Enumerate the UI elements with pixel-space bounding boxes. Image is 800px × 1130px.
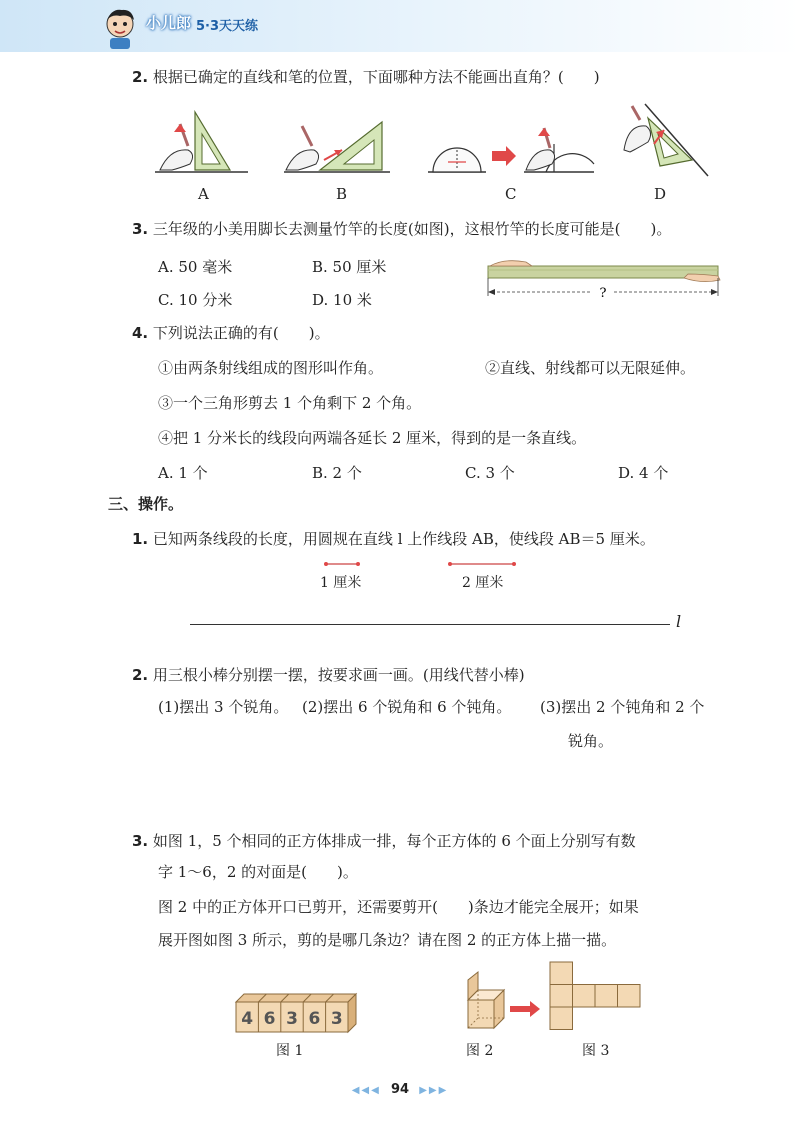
q4-line xyxy=(132,322,330,344)
q4-number: 4. xyxy=(132,324,149,342)
op1-line-label: l xyxy=(676,612,682,631)
brand-title: 小儿郎 xyxy=(146,14,192,32)
series-title: 5·3天天练 xyxy=(196,19,259,34)
q2-figure-b xyxy=(282,104,392,184)
q2-number: 2. xyxy=(132,68,149,86)
q4-statement-3: ③一个三角形剪去 1 个角剩下 2 个角。 xyxy=(158,394,422,412)
op1-line xyxy=(132,528,655,550)
op2-task-1: (1)摆出 3 个锐角。 xyxy=(158,698,289,716)
op1-segment-1-label: 1 厘米 xyxy=(320,575,362,591)
cube-face-1: 4 xyxy=(241,1009,254,1029)
section-3-title: 三、操作。 xyxy=(108,495,184,513)
figure-1-cubes xyxy=(232,992,358,1034)
op1-number: 1. xyxy=(132,530,149,548)
q4-option-c: C. 3 个 xyxy=(465,464,515,482)
q3-option-c: C. 10 分米 xyxy=(158,291,233,309)
q3-option-b: B. 50 厘米 xyxy=(312,258,387,276)
op3-number: 3. xyxy=(132,832,149,850)
q2-line xyxy=(132,66,600,88)
footer-left-arrows-icon: ◀◀◀ xyxy=(351,1085,381,1096)
q3-option-a: A. 50 毫米 xyxy=(158,258,233,276)
op1-segment-2-label: 2 厘米 xyxy=(462,575,504,591)
op1-text: 已知两条线段的长度，用圆规在直线 l 上作线段 AB，使线段 AB＝5 厘米。 xyxy=(152,530,655,548)
op3-text-4: 展开图如图 3 所示，剪的是哪几条边？请在图 2 的正方体上描一描。 xyxy=(158,931,617,949)
figure-2-arrow-icon xyxy=(510,1001,540,1017)
op2-text: 用三根小棒分别摆一摆，按要求画一画。(用线代替小棒) xyxy=(152,666,525,684)
q2-option-d: D xyxy=(654,185,667,203)
q4-option-d: D. 4 个 xyxy=(618,464,669,482)
q4-option-b: B. 2 个 xyxy=(312,464,362,482)
cube-face-3: 3 xyxy=(286,1009,298,1029)
op2-task-3a: (3)摆出 2 个钝角和 2 个 xyxy=(540,698,705,716)
q3-line xyxy=(132,218,671,240)
op1-segments xyxy=(320,558,540,570)
figure-3-net xyxy=(548,960,642,1036)
figure-1-caption: 图 1 xyxy=(276,1043,304,1059)
q3-text: 三年级的小美用脚长去测量竹竿的长度(如图)，这根竹竿的长度可能是( )。 xyxy=(152,220,672,238)
q3-bamboo-figure xyxy=(488,252,724,308)
q4-statement-4: ④把 1 分米长的线段向两端各延长 2 厘米，得到的是一条直线。 xyxy=(158,429,587,447)
op2-task-2: (2)摆出 6 个锐角和 6 个钝角。 xyxy=(302,698,512,716)
q4-text: 下列说法正确的有( )。 xyxy=(152,324,330,342)
page-number: 94 xyxy=(390,1082,410,1097)
op3-text-3: 图 2 中的正方体开口已剪开，还需要剪开( )条边才能完全展开；如果 xyxy=(158,898,639,916)
cube-face-2: 6 xyxy=(263,1009,276,1029)
q3-option-d: D. 10 米 xyxy=(312,291,372,309)
figure-2-open-cube[interactable] xyxy=(464,978,554,1034)
figure-3-caption: 图 3 xyxy=(582,1043,610,1059)
footer-right-arrows-icon: ▶▶▶ xyxy=(419,1085,449,1096)
q2-option-a: A xyxy=(198,185,209,203)
q4-statement-2: ②直线、射线都可以无限延伸。 xyxy=(485,359,696,377)
cube-face-4: 6 xyxy=(308,1009,321,1029)
q3-figure-mark: ? xyxy=(599,286,607,301)
q2-figure-a xyxy=(150,104,250,184)
q2-figure-c xyxy=(428,104,596,184)
figure-2-caption: 图 2 xyxy=(466,1043,494,1059)
q2-option-b: B xyxy=(336,185,348,203)
page-footer xyxy=(0,1082,800,1097)
q2-figure-d xyxy=(620,100,710,184)
cube-face-5: 3 xyxy=(330,1009,343,1029)
q3-number: 3. xyxy=(132,220,149,238)
q4-option-a: A. 1 个 xyxy=(158,464,208,482)
op2-task-3b: 锐角。 xyxy=(568,732,614,750)
op3-text-2: 字 1～6，2 的对面是( )。 xyxy=(158,863,358,881)
op2-number: 2. xyxy=(132,666,149,684)
q4-statement-1: ①由两条射线组成的图形叫作角。 xyxy=(158,359,384,377)
op3-text-1: 如图 1，5 个相同的正方体排成一排，每个正方体的 6 个面上分别写有数 xyxy=(152,832,636,850)
q2-option-c: C xyxy=(505,185,517,203)
op3-line-1 xyxy=(132,830,636,852)
op1-line-l[interactable] xyxy=(190,624,670,625)
op2-line xyxy=(132,664,525,686)
mascot-icon xyxy=(100,6,140,50)
q2-text: 根据已确定的直线和笔的位置，下面哪种方法不能画出直角？( ) xyxy=(152,68,600,86)
